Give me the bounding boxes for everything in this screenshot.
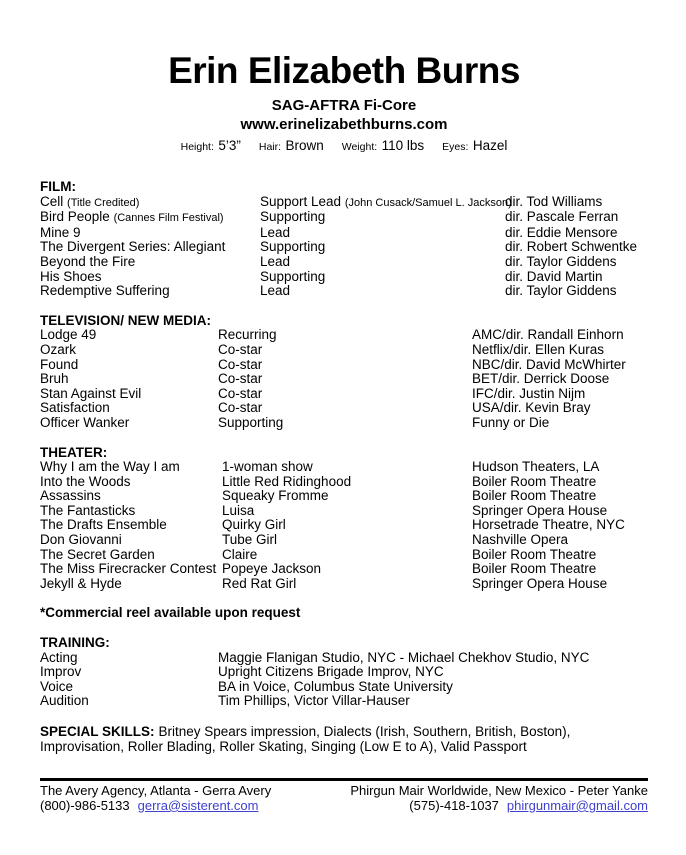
tv-title: Found bbox=[40, 356, 79, 372]
film-title-cell bbox=[40, 284, 260, 299]
tv-title-cell bbox=[40, 343, 218, 358]
theater-rows bbox=[40, 460, 648, 591]
theater-title: The Secret Garden bbox=[40, 546, 155, 562]
tv-role-cell bbox=[218, 401, 472, 416]
tv-role-cell bbox=[218, 416, 472, 431]
film-credit: dir. Robert Schwentke bbox=[505, 239, 638, 255]
theater-role-cell bbox=[222, 489, 472, 504]
right-agency-contact bbox=[350, 799, 648, 814]
theater-row bbox=[40, 562, 648, 577]
training-row bbox=[40, 694, 648, 709]
training-row bbox=[40, 665, 648, 680]
theater-role-cell bbox=[222, 562, 472, 577]
film-title-cell bbox=[40, 240, 260, 255]
footer-left-agency bbox=[40, 784, 271, 813]
theater-role: Tube Girl bbox=[222, 532, 278, 548]
film-role-cell bbox=[260, 226, 505, 241]
training-detail: Tim Phillips, Victor Villar-Hauser bbox=[218, 693, 410, 709]
tv-row bbox=[40, 328, 648, 343]
left-agency-email-link[interactable]: gerra@sisterent.com bbox=[137, 797, 259, 813]
film-role-cell bbox=[260, 210, 505, 226]
resume-header bbox=[40, 50, 648, 156]
theater-credit: Boiler Room Theatre bbox=[472, 561, 597, 577]
tv-credit: NBC/dir. David McWhirter bbox=[472, 356, 626, 372]
film-heading: FILM: bbox=[40, 179, 76, 194]
theater-role: Luisa bbox=[222, 502, 255, 518]
footer bbox=[40, 778, 648, 813]
stat-eyes-label: Eyes: bbox=[442, 141, 469, 153]
stat-height-label: Height: bbox=[180, 141, 214, 153]
tv-credit: BET/dir. Derrick Doose bbox=[472, 371, 610, 387]
tv-title: Satisfaction bbox=[40, 400, 110, 416]
tv-role: Co-star bbox=[218, 341, 263, 357]
theater-title: Don Giovanni bbox=[40, 532, 122, 548]
union-status: SAG-AFTRA Fi-Core bbox=[271, 97, 417, 114]
film-credit: dir. Taylor Giddens bbox=[505, 283, 617, 299]
theater-title: Assassins bbox=[40, 488, 101, 504]
left-agency-name: The Avery Agency, Atlanta - Gerra Avery bbox=[40, 783, 272, 799]
film-title-cell bbox=[40, 270, 260, 285]
film-title: His Shoes bbox=[40, 268, 102, 284]
film-row bbox=[40, 270, 648, 285]
training-row bbox=[40, 651, 648, 666]
tv-title-cell bbox=[40, 416, 218, 431]
tv-row bbox=[40, 343, 648, 358]
theater-role: 1-woman show bbox=[222, 459, 313, 475]
film-role-cell bbox=[260, 193, 512, 211]
theater-role: Little Red Ridinghood bbox=[222, 473, 352, 489]
tv-role: Co-star bbox=[218, 371, 263, 387]
tv-role-cell bbox=[218, 387, 472, 402]
film-role-note: (John Cusack/Samuel L. Jackson) bbox=[344, 196, 512, 209]
theater-title-cell bbox=[40, 518, 222, 533]
special-skills-text: Britney Spears impression, Dialects (Irish, Southern, British, Boston), Improvisation, Roller Blading, Roller Skating, Singing (Low E to A), Valid Passport bbox=[40, 724, 571, 755]
film-row bbox=[40, 240, 648, 255]
film-row bbox=[40, 284, 648, 299]
tv-title-cell bbox=[40, 387, 218, 402]
film-row bbox=[40, 255, 648, 270]
theater-title: Jekyll & Hyde bbox=[40, 575, 122, 591]
theater-title-cell bbox=[40, 577, 222, 592]
tv-credit: AMC/dir. Randall Einhorn bbox=[472, 327, 624, 343]
film-role-cell bbox=[260, 284, 505, 299]
tv-role: Supporting bbox=[218, 414, 284, 430]
tv-title: Stan Against Evil bbox=[40, 385, 142, 401]
film-section bbox=[40, 180, 648, 299]
special-skills bbox=[40, 724, 648, 754]
tv-row bbox=[40, 358, 648, 373]
stat-eyes-value: Hazel bbox=[472, 138, 508, 153]
stat-height bbox=[181, 137, 241, 154]
tv-role: Co-star bbox=[218, 400, 263, 416]
tv-role-cell bbox=[218, 358, 472, 373]
film-title-cell bbox=[40, 226, 260, 241]
theater-title-cell bbox=[40, 504, 222, 519]
training-detail: Maggie Flanigan Studio, NYC - Michael Chekhov Studio, NYC bbox=[218, 649, 590, 665]
theater-title: The Fantasticks bbox=[40, 502, 136, 518]
tv-rows bbox=[40, 328, 648, 430]
theater-credit: Springer Opera House bbox=[472, 575, 608, 591]
theater-role-cell bbox=[222, 460, 472, 475]
film-credit: dir. Tod Williams bbox=[505, 193, 603, 209]
right-agency-phone: (575)-418-1037 bbox=[409, 797, 499, 813]
film-title-cell bbox=[40, 210, 260, 226]
training-title: Acting bbox=[40, 649, 78, 665]
training-title: Voice bbox=[40, 678, 74, 694]
film-title: The Divergent Series: Allegiant bbox=[40, 239, 226, 255]
film-role: Lead bbox=[260, 283, 291, 299]
theater-row bbox=[40, 577, 648, 592]
film-role: Lead bbox=[260, 224, 291, 240]
film-row bbox=[40, 226, 648, 241]
theater-title-cell bbox=[40, 489, 222, 504]
theater-role: Claire bbox=[222, 546, 258, 562]
film-title: Beyond the Fire bbox=[40, 253, 136, 269]
theater-credit: Nashville Opera bbox=[472, 532, 569, 548]
film-role: Supporting bbox=[260, 209, 326, 225]
film-title: Bird People bbox=[40, 209, 110, 225]
stat-weight bbox=[342, 137, 424, 154]
film-title: Mine 9 bbox=[40, 224, 81, 240]
theater-role-cell bbox=[222, 548, 472, 563]
stat-eyes bbox=[442, 137, 507, 154]
theater-row bbox=[40, 533, 648, 548]
tv-title: Bruh bbox=[40, 371, 69, 387]
film-title: Redemptive Suffering bbox=[40, 283, 170, 299]
stat-weight-label: Weight: bbox=[341, 141, 378, 153]
film-credit: dir. Taylor Giddens bbox=[505, 253, 617, 269]
training-title: Improv bbox=[40, 664, 82, 680]
film-role-cell bbox=[260, 240, 505, 255]
theater-title-cell bbox=[40, 475, 222, 490]
stat-hair-label: Hair: bbox=[258, 141, 282, 153]
theater-row bbox=[40, 460, 648, 475]
theater-role-cell bbox=[222, 504, 472, 519]
website-text: www.erinelizabethburns.com bbox=[240, 116, 448, 133]
film-title-cell bbox=[40, 195, 260, 211]
tv-section bbox=[40, 314, 648, 431]
tv-title: Ozark bbox=[40, 341, 77, 357]
theater-section bbox=[40, 446, 648, 592]
commercial-reel-note: *Commercial reel available upon request bbox=[40, 605, 301, 621]
theater-credit: Horsetrade Theatre, NYC bbox=[472, 517, 625, 533]
stat-weight-value: 110 lbs bbox=[381, 138, 425, 153]
tv-title: Lodge 49 bbox=[40, 327, 97, 343]
training-title: Audition bbox=[40, 693, 89, 709]
theater-row bbox=[40, 504, 648, 519]
stat-hair-value: Brown bbox=[285, 138, 324, 153]
training-row bbox=[40, 680, 648, 695]
theater-role: Red Rat Girl bbox=[222, 575, 297, 591]
tv-credit: USA/dir. Kevin Bray bbox=[472, 400, 591, 416]
tv-role: Recurring bbox=[218, 327, 277, 343]
tv-row bbox=[40, 416, 648, 431]
tv-credit: IFC/dir. Justin Nijm bbox=[472, 385, 586, 401]
tv-credit: Funny or Die bbox=[472, 414, 550, 430]
film-title: Cell bbox=[40, 193, 64, 209]
tv-title-cell bbox=[40, 328, 218, 343]
page-title: Erin Elizabeth Burns bbox=[168, 50, 520, 91]
theater-title-cell bbox=[40, 548, 222, 563]
left-agency-contact bbox=[40, 799, 271, 814]
film-role: Lead bbox=[260, 253, 291, 269]
stat-height-value: 5’3” bbox=[218, 138, 241, 153]
film-credit: dir. David Martin bbox=[505, 268, 603, 284]
theater-role: Popeye Jackson bbox=[222, 561, 322, 577]
theater-title-cell bbox=[40, 533, 222, 548]
theater-role-cell bbox=[222, 518, 472, 533]
theater-role-cell bbox=[222, 475, 472, 490]
film-title-cell bbox=[40, 255, 260, 270]
tv-row bbox=[40, 372, 648, 387]
theater-title: Why I am the Way I am bbox=[40, 459, 180, 475]
theater-credit: Boiler Room Theatre bbox=[472, 473, 597, 489]
training-heading: TRAINING: bbox=[40, 635, 110, 651]
film-title-note: (Cannes Film Festival) bbox=[113, 212, 224, 225]
theater-row bbox=[40, 489, 648, 504]
theater-title: The Miss Firecracker Contest bbox=[40, 561, 217, 577]
film-rows bbox=[40, 195, 648, 299]
stat-hair bbox=[259, 137, 324, 154]
tv-role: Co-star bbox=[218, 385, 263, 401]
theater-title: The Drafts Ensemble bbox=[40, 517, 167, 533]
right-agency-email-link[interactable]: phirgunmair@gmail.com bbox=[506, 797, 648, 813]
film-credit: dir. Eddie Mensore bbox=[505, 224, 618, 240]
tv-title-cell bbox=[40, 358, 218, 373]
film-row bbox=[40, 210, 648, 226]
training-detail: BA in Voice, Columbus State University bbox=[218, 678, 453, 694]
right-agency-name: Phirgun Mair Worldwide, New Mexico - Peter Yanke bbox=[350, 783, 648, 799]
film-row bbox=[40, 195, 648, 211]
theater-row bbox=[40, 475, 648, 490]
stats-line bbox=[40, 137, 648, 156]
tv-heading: TELEVISION/ NEW MEDIA: bbox=[40, 312, 212, 328]
film-credit: dir. Pascale Ferran bbox=[505, 209, 619, 225]
footer-right-agency bbox=[350, 784, 648, 813]
film-role: Supporting bbox=[260, 268, 326, 284]
theater-credit: Boiler Room Theatre bbox=[472, 488, 597, 504]
tv-title-cell bbox=[40, 372, 218, 387]
tv-role-cell bbox=[218, 343, 472, 358]
film-role: Support Lead bbox=[260, 193, 342, 209]
tv-role-cell bbox=[218, 328, 472, 343]
tv-title: Officer Wanker bbox=[40, 414, 130, 430]
film-role-cell bbox=[260, 270, 505, 285]
theater-row bbox=[40, 548, 648, 563]
theater-credit: Hudson Theaters, LA bbox=[472, 459, 600, 475]
theater-heading: THEATER: bbox=[40, 444, 108, 460]
theater-role-cell bbox=[222, 533, 472, 548]
training-detail: Upright Citizens Brigade Improv, NYC bbox=[218, 664, 444, 680]
theater-credit: Boiler Room Theatre bbox=[472, 546, 597, 562]
tv-row bbox=[40, 401, 648, 416]
tv-row bbox=[40, 387, 648, 402]
left-agency-phone: (800)-986-5133 bbox=[40, 797, 130, 813]
theater-title-cell bbox=[40, 562, 222, 577]
film-role-cell bbox=[260, 255, 505, 270]
training-rows bbox=[40, 651, 648, 709]
theater-title: Into the Woods bbox=[40, 473, 131, 489]
training-section bbox=[40, 636, 648, 709]
tv-title-cell bbox=[40, 401, 218, 416]
film-title-note: (Title Credited) bbox=[67, 196, 140, 209]
theater-title-cell bbox=[40, 460, 222, 475]
theater-credit: Springer Opera House bbox=[472, 502, 608, 518]
special-skills-heading: SPECIAL SKILLS: bbox=[40, 724, 155, 739]
theater-role: Squeaky Fromme bbox=[222, 488, 329, 504]
theater-role-cell bbox=[222, 577, 472, 592]
tv-role-cell bbox=[218, 372, 472, 387]
theater-row bbox=[40, 518, 648, 533]
film-role: Supporting bbox=[260, 239, 326, 255]
theater-role: Quirky Girl bbox=[222, 517, 286, 533]
tv-role: Co-star bbox=[218, 356, 263, 372]
tv-credit: Netflix/dir. Ellen Kuras bbox=[472, 341, 605, 357]
